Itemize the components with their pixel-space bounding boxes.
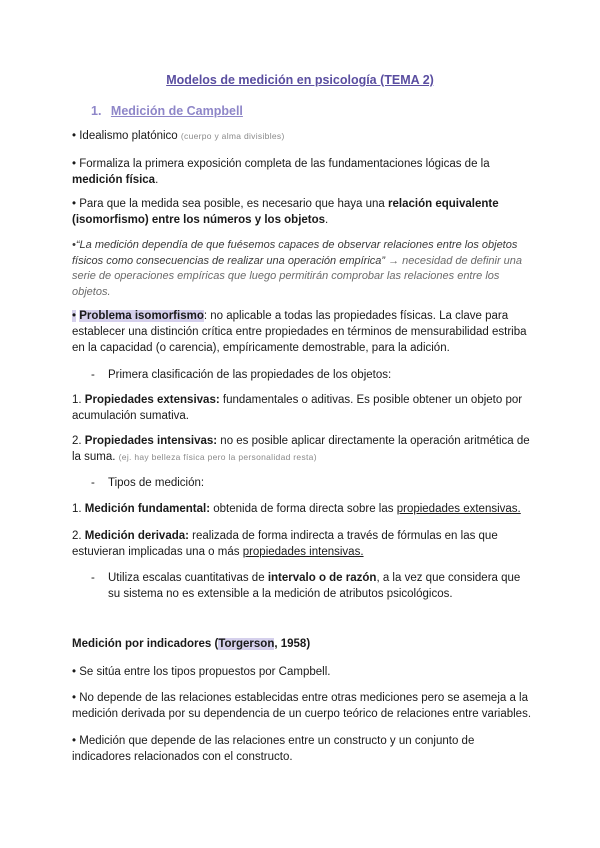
item-bold: Medición fundamental: [84, 503, 211, 515]
dash-text-bold: intervalo o de razón [267, 572, 377, 584]
item-text: obtenida de forma directa sobre las [213, 503, 394, 515]
bullet-bold: relación equivalente (isomorfismo) entre los números y los objetos [72, 198, 499, 226]
dash-item-escalas [108, 570, 528, 602]
dash-mark: - [91, 477, 95, 489]
item-fundamental [72, 501, 532, 517]
bullet-isomorfismo [72, 308, 532, 356]
bullet-text: Se sitúa entre los tipos propuestos por Campbell. [79, 666, 331, 678]
dash-mark: - [91, 572, 95, 584]
bullet-formaliza [72, 156, 532, 188]
document-title: Modelos de medición en psicología (TEMA 2) [166, 73, 434, 87]
item-text: realizada de forma indirecta a través de fórmulas en las que estuvieran implicadas una o más [72, 530, 498, 558]
bullet-end: . [325, 214, 329, 226]
item-number: 2. [72, 435, 82, 447]
bullet-text: Formaliza la primera exposición completa de las fundamentaciones lógicas de la [79, 158, 490, 170]
bullet-mark: • [72, 158, 77, 170]
item-derivada [72, 528, 532, 560]
item-number: 1. [72, 394, 82, 406]
bullet-mark: • [72, 130, 77, 142]
bullet-idealismo [72, 128, 532, 144]
dash-mark: - [91, 369, 95, 381]
item-note: (ej. hay belleza física pero la personalidad resta) [118, 452, 317, 462]
bullet-end: . [155, 174, 159, 186]
item-number: 1. [72, 503, 82, 515]
item-text: no es posible aplicar directamente la operación aritmética de la suma. [72, 435, 530, 463]
bullet-medida [72, 196, 532, 228]
section-label: Medición de Campbell [110, 104, 243, 118]
item-link: propiedades extensivas. [396, 503, 521, 515]
item-text: fundamentales o aditivas. Es posible obtener un objeto por acumulación sumativa. [72, 394, 523, 422]
item-number: 2. [72, 530, 82, 542]
heading-pre: Medición por indicadores ( [72, 638, 219, 650]
bullet-quote [72, 238, 532, 300]
item-link: propiedades intensivas. [242, 546, 364, 558]
bullet-note: (cuerpo y alma divisibles) [180, 131, 285, 141]
bullet-mark: • [72, 310, 77, 322]
section-number: 1. [91, 104, 102, 118]
bullet-mark: • [72, 692, 77, 704]
bullet-text: Medición que depende de las relaciones entre un constructo y un conjunto de indicadores relacionados con el constructo. [72, 735, 475, 763]
bullet-depende [72, 690, 532, 722]
quote-consequence: → necesidad de definir una serie de operaciones empíricas que luego permitirán comprobar las relaciones entre los objetos. [72, 254, 523, 298]
item-bold: Medición derivada: [84, 530, 189, 542]
dash-item-tipos: Tipos de medición: [108, 477, 205, 489]
dash-text-post: , a la vez que considera que su sistema no es extensible a la medición de atributos psicológicos. [108, 572, 521, 600]
item-bold: Propiedades extensivas: [84, 394, 220, 406]
bullet-text: Idealismo platónico [79, 130, 178, 142]
bullet-mark: • [72, 239, 76, 251]
bullet-mark: • [72, 735, 77, 747]
item-intensivas [72, 433, 532, 465]
heading-torgerson [72, 636, 532, 652]
heading-post: , 1958) [274, 638, 311, 650]
heading-highlight: Torgerson [218, 638, 275, 650]
bullet-constructo [72, 733, 532, 765]
item-bold: Propiedades intensivas: [84, 435, 218, 447]
bullet-mark: • [72, 198, 77, 210]
bullet-situa [72, 664, 532, 680]
bullet-text: : no aplicable a todas las propiedades físicas. La clave para establecer una distinción crítica entre propiedades en términos de mensurabilidad estriba en la capacidad (o carencia), empíricamente demostrable, para la adición. [72, 310, 527, 354]
bullet-text: Para que la medida sea posible, es necesario que haya una [79, 198, 385, 210]
bullet-text: No depende de las relaciones establecidas entre otras mediciones pero se asemeja a la medición derivada por su dependencia de un cuerpo teórico de relaciones entre variables. [72, 692, 532, 720]
dash-item-clasificacion: Primera clasificación de las propiedades de los objetos: [108, 369, 392, 381]
bullet-mark: • [72, 666, 77, 678]
quote-text: “La medición dependía de que fuésemos capaces de observar relaciones entre los objetos físicos como consecuencias de realizar una operación empírica” [72, 239, 518, 267]
bullet-bold: medición física [72, 174, 156, 186]
item-extensivas [72, 392, 532, 424]
highlight-term: Problema isomorfismo [79, 310, 204, 322]
dash-text-pre: Utiliza escalas cuantitativas de [108, 572, 265, 584]
section-heading-campbell [91, 104, 243, 118]
